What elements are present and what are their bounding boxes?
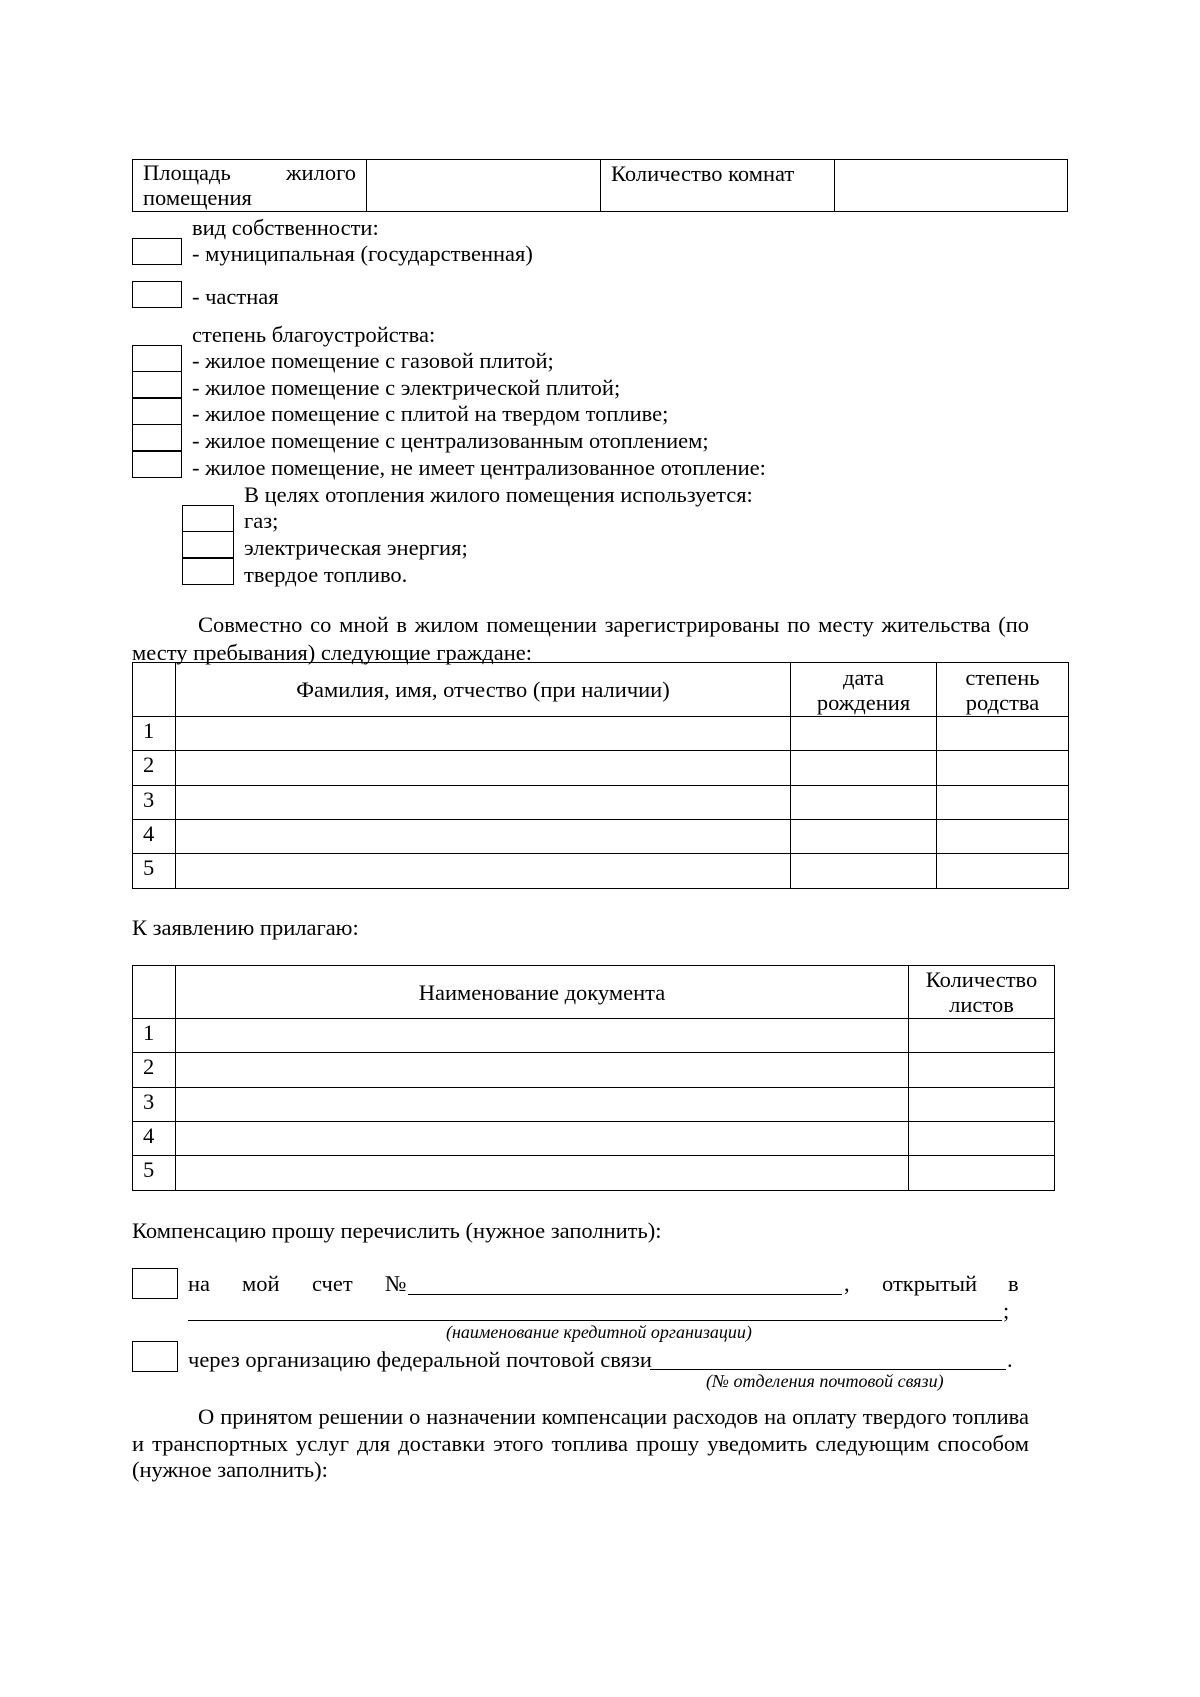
housing-table	[132, 159, 1068, 212]
bank-line-end: ;	[1003, 1298, 1010, 1323]
table-row	[133, 1088, 1055, 1122]
document-name-cell[interactable]	[176, 1053, 909, 1088]
resident-birth-cell[interactable]	[791, 786, 937, 820]
area-label-word1: Площадь	[143, 160, 231, 185]
amenity-no-central-heating-label: - жилое помещение, не имеет централизованное отопление:	[192, 455, 766, 480]
amenity-solid-fuel-stove-label: - жилое помещение с плитой на твердом топливе;	[192, 401, 669, 426]
resident-birth-cell[interactable]	[791, 717, 937, 751]
row-number: 4	[133, 1122, 176, 1156]
table-row	[133, 1053, 1055, 1088]
resident-relation-cell[interactable]	[937, 751, 1069, 786]
document-pages-cell[interactable]	[909, 1156, 1055, 1191]
attachments-header-doc: Наименование документа	[176, 966, 909, 1019]
amenity-gas-stove-label: - жилое помещение с газовой плитой;	[192, 348, 554, 373]
document-name-cell[interactable]	[176, 1088, 909, 1122]
table-row	[133, 1019, 1055, 1053]
attachments-header-pages	[909, 966, 1055, 1019]
bank-caption: (наименование кредитной организации)	[446, 1322, 752, 1342]
heating-heading: В целях отопления жилого помещения используется:	[244, 482, 753, 507]
row-number: 5	[133, 1156, 176, 1191]
rooms-value-cell[interactable]	[835, 160, 1068, 212]
row-number: 3	[133, 786, 176, 820]
row-number: 1	[133, 717, 176, 751]
heating-electric-label: электрическая энергия;	[244, 535, 468, 560]
residents-table	[132, 662, 1069, 889]
amenity-electric-stove-checkbox[interactable]	[132, 371, 182, 398]
area-label-word2: жилого	[286, 160, 356, 185]
resident-relation-cell[interactable]	[937, 854, 1069, 889]
account-in-word: в	[1008, 1271, 1019, 1296]
ownership-municipal-checkbox[interactable]	[132, 238, 182, 265]
ownership-heading: вид собственности:	[192, 215, 379, 240]
post-caption: (№ отделения почтовой связи)	[706, 1371, 944, 1391]
resident-name-cell[interactable]	[176, 751, 791, 786]
document-name-cell[interactable]	[176, 1019, 909, 1053]
ownership-municipal-label: - муниципальная (государственная)	[192, 241, 533, 266]
compensation-heading: Компенсацию прошу перечислить (нужное заполнить):	[132, 1218, 662, 1243]
area-label-cell	[133, 160, 367, 212]
account-number-field[interactable]	[408, 1294, 842, 1295]
attachments-heading: К заявлению прилагаю:	[132, 915, 359, 940]
amenity-solid-fuel-stove-checkbox[interactable]	[132, 398, 182, 425]
account-comma: ,	[844, 1271, 850, 1296]
row-number: 5	[133, 854, 176, 889]
notification-text: О принятом решении о назначении компенсации расходов на оплату твердого топлива и транспортных услуг для доставки этого топлива прошу уведомить следующим способом (нужное заполнить):	[132, 1404, 1029, 1482]
amenity-central-heating-checkbox[interactable]	[132, 424, 182, 451]
account-transfer-checkbox[interactable]	[132, 1268, 178, 1299]
amenities-heading: степень благоустройства:	[192, 322, 436, 347]
account-word-na: на	[188, 1271, 211, 1296]
row-number: 2	[133, 1053, 176, 1088]
heating-electric-checkbox[interactable]	[182, 531, 234, 558]
resident-name-cell[interactable]	[176, 820, 791, 854]
document-pages-cell[interactable]	[909, 1053, 1055, 1088]
heating-gas-checkbox[interactable]	[182, 505, 234, 532]
bank-name-field[interactable]	[188, 1320, 1002, 1321]
table-row	[133, 1122, 1055, 1156]
residents-header-num	[133, 663, 176, 717]
residents-header-birth-2: рождения	[816, 689, 911, 715]
document-pages-cell[interactable]	[909, 1019, 1055, 1053]
account-number-sign: №	[385, 1271, 407, 1296]
account-opened-word: открытый	[882, 1271, 978, 1296]
table-row	[133, 717, 1069, 751]
row-number: 2	[133, 751, 176, 786]
residents-header-relation-2: родства	[965, 689, 1040, 715]
residents-intro: Совместно со мной в жилом помещении зарегистрированы по месту жительства (по месту пребывания) следующие граждане:	[132, 612, 1029, 665]
document-name-cell[interactable]	[176, 1156, 909, 1191]
amenity-electric-stove-label: - жилое помещение с электрической плитой;	[192, 375, 621, 400]
rooms-label-cell	[601, 160, 835, 212]
residents-header-relation-1: степень	[965, 664, 1040, 690]
document-pages-cell[interactable]	[909, 1122, 1055, 1156]
post-office-field[interactable]	[650, 1369, 1006, 1370]
residents-header-birth-1: дата	[843, 664, 884, 690]
table-row	[133, 854, 1069, 889]
heating-solid-fuel-label: твердое топливо.	[244, 562, 408, 587]
ownership-private-checkbox[interactable]	[132, 281, 182, 308]
area-value-cell[interactable]	[367, 160, 601, 212]
table-row	[133, 751, 1069, 786]
area-label-word3: помещения	[143, 185, 252, 210]
row-number: 1	[133, 1019, 176, 1053]
account-word-schet: счет	[312, 1271, 353, 1296]
account-word-moy: мой	[242, 1271, 280, 1296]
document-name-cell[interactable]	[176, 1122, 909, 1156]
residents-header-birth	[791, 663, 937, 717]
post-transfer-checkbox[interactable]	[132, 1341, 178, 1372]
residents-header-name: Фамилия, имя, отчество (при наличии)	[176, 663, 791, 717]
attachments-header-num	[133, 966, 176, 1019]
heating-solid-fuel-checkbox[interactable]	[182, 558, 234, 585]
attachments-header-pages-1: Количество	[925, 967, 1038, 992]
row-number: 4	[133, 820, 176, 854]
amenity-central-heating-label: - жилое помещение с централизованным отоплением;	[192, 428, 709, 453]
amenity-gas-stove-checkbox[interactable]	[132, 345, 182, 372]
resident-name-cell[interactable]	[176, 786, 791, 820]
resident-relation-cell[interactable]	[937, 717, 1069, 751]
resident-name-cell[interactable]	[176, 854, 791, 889]
table-row	[133, 820, 1069, 854]
attachments-table	[132, 965, 1055, 1191]
resident-birth-cell[interactable]	[791, 751, 937, 786]
resident-relation-cell[interactable]	[937, 786, 1069, 820]
post-line-end: .	[1007, 1347, 1013, 1372]
resident-birth-cell[interactable]	[791, 854, 937, 889]
table-row	[133, 1156, 1055, 1191]
residents-header-relation	[937, 663, 1069, 717]
post-label: через организацию федеральной почтовой связи	[188, 1347, 652, 1372]
row-number: 3	[133, 1088, 176, 1122]
resident-birth-cell[interactable]	[791, 820, 937, 854]
heating-gas-label: газ;	[244, 508, 279, 533]
ownership-private-label: - частная	[192, 284, 279, 309]
rooms-label: Количество комнат	[611, 161, 795, 186]
attachments-header-pages-2: листов	[949, 992, 1014, 1017]
document-pages-cell[interactable]	[909, 1088, 1055, 1122]
resident-name-cell[interactable]	[176, 717, 791, 751]
table-row	[133, 786, 1069, 820]
amenity-no-central-heating-checkbox[interactable]	[132, 451, 182, 478]
resident-relation-cell[interactable]	[937, 820, 1069, 854]
